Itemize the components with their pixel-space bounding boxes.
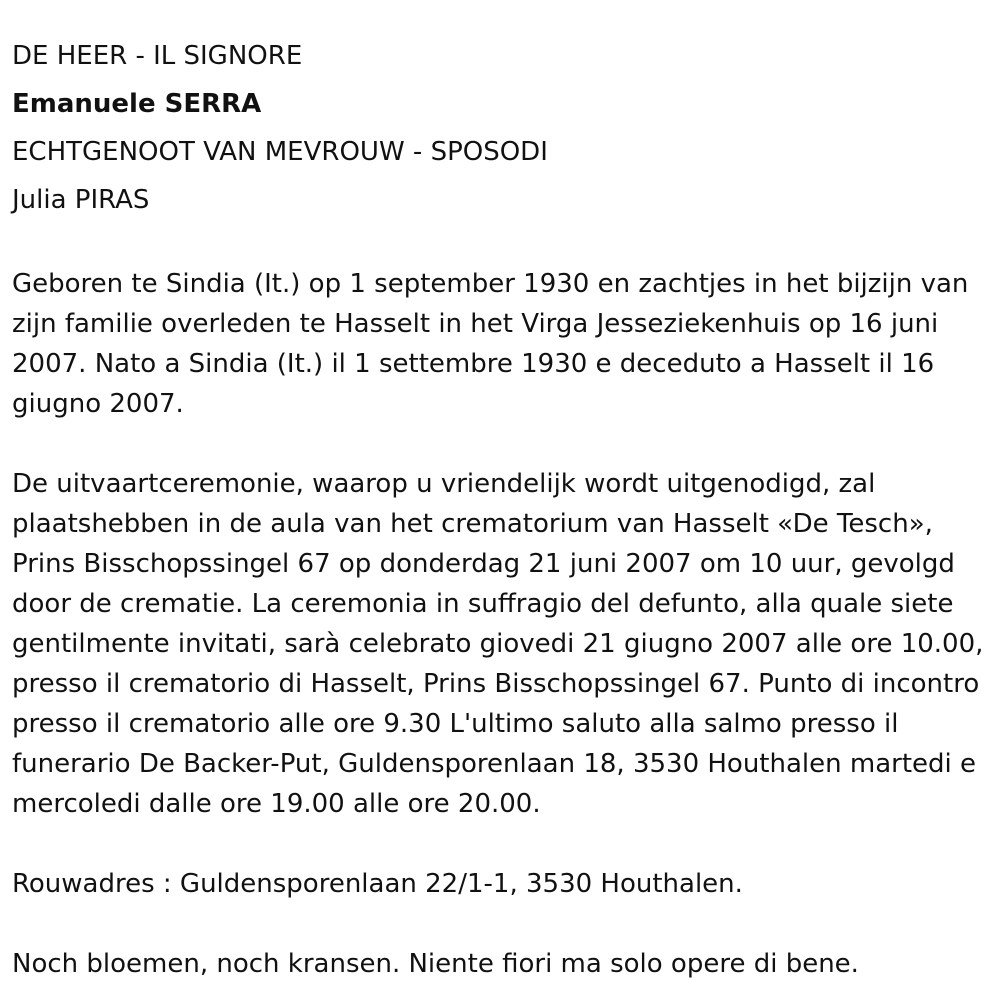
spouse-name: Julia PIRAS	[12, 185, 150, 215]
spacer	[12, 824, 988, 864]
spacer	[12, 224, 988, 264]
flowers-paragraph: Noch bloemen, noch kransen. Niente fiori ma solo opere di bene.	[12, 949, 859, 979]
birth-death-paragraph: Geboren te Sindia (It.) op 1 september 1930 en zachtjes in het bijzijn van zijn familie overleden te Hasselt in het Virga Jesseziekenhuis op 16 juni 2007. Nato a Sindia (It.) il 1 settembre 1930 e deceduto a Hasselt il 16 giugno 2007.	[12, 269, 969, 419]
spouse-line: ECHTGENOOT VAN MEVROUW - SPOSODI	[12, 137, 548, 167]
spacer	[12, 904, 988, 944]
title-line: DE HEER - IL SIGNORE	[12, 41, 303, 71]
address-paragraph: Rouwadres : Guldensporenlaan 22/1-1, 3530 Houthalen.	[12, 869, 743, 899]
ceremony-paragraph: De uitvaartceremonie, waarop u vriendelijk wordt uitgenodigd, zal plaatshebben in de aula van het crematorium van Hasselt «De Tesch», Prins Bisschopssingel 67 op donderdag 21 juni 2007 om 10 uur, gevolgd door de crematie. La ceremonia in suffragio del defunto, alla quale siete gentilmente invitati, sarà celebrato giovedi 21 giugno 2007 alle ore 10.00, presso il crematorio di Hasselt, Prins Bisschopssingel 67. Punto di incontro presso il crematorio alle ore 9.30 L'ultimo saluto alla salmo presso il funerario De Backer-Put, Guldensporenlaan 18, 3530 Houthalen martedi e mercoledi dalle ore 19.00 alle ore 20.00.	[12, 469, 984, 819]
deceased-name: Emanuele SERRA	[12, 89, 262, 119]
spacer	[12, 424, 988, 464]
